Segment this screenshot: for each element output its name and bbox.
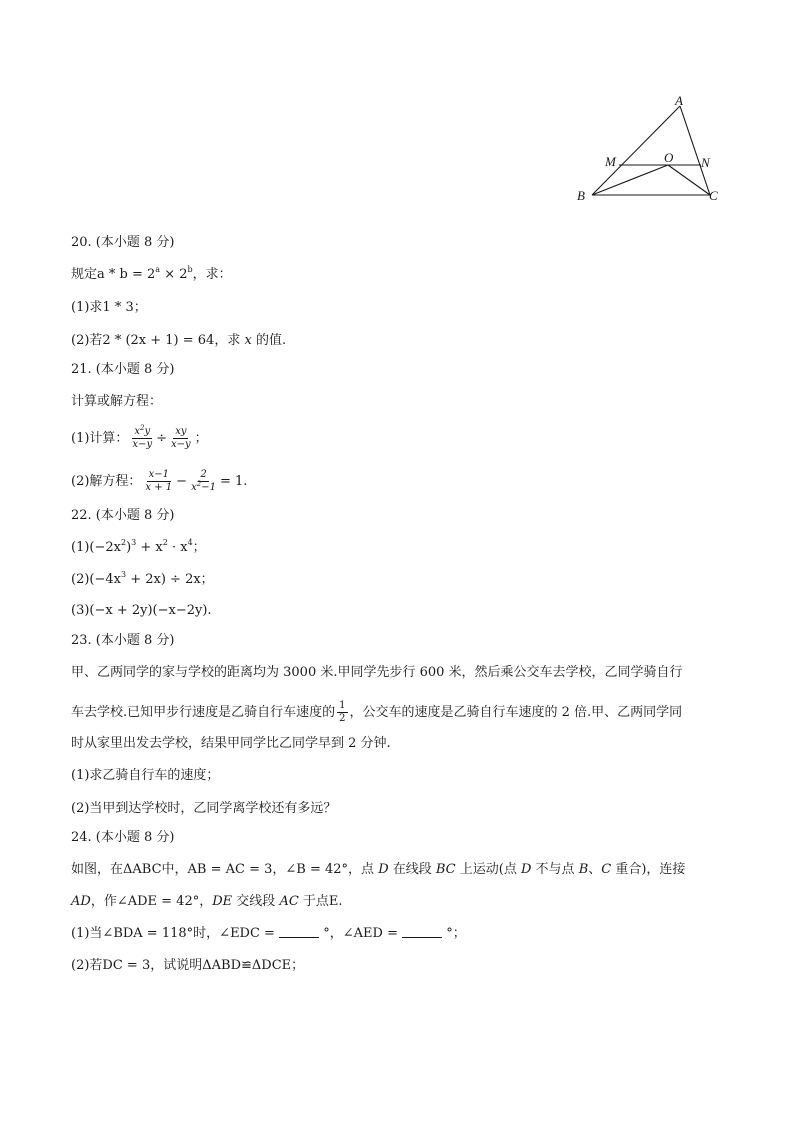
segment-BO <box>592 165 668 195</box>
q23-text-line3: 时从家里出发去学校，结果甲同学比乙同学早到 2 分钟. <box>71 736 391 751</box>
q23-part1: (1)求乙骑自行车的速度； <box>71 768 220 783</box>
q20-part2: (2)若2 * (2x + 1) = 64，求 x 的值. <box>71 333 287 348</box>
q22-header: 22. (本小题 8 分) <box>71 508 175 523</box>
q23-text-line2: 车去学校.已知甲步行速度是乙骑自行车速度的 $\frac{1}{2}$ ，公交车的速度是乙骑自行车速度的 2 倍.甲、乙两同学同 <box>71 700 683 724</box>
fraction: $\frac{1}{2}$ <box>339 700 346 724</box>
q24-part2: (2)若DC = 3，试说明ΔABD≌ΔDCE； <box>71 958 305 973</box>
q21-part2: (2)解方程： $\frac{x-1}{x + 1}$ − $\frac{2}{x^2-1}$ = 1. <box>71 469 248 493</box>
q21-header: 21. (本小题 8 分) <box>71 362 175 377</box>
fraction: $\frac{x^2y}{x-y}$ <box>132 424 153 450</box>
q22-part3: (3)(−x + 2y)(−x−2y). <box>71 603 212 618</box>
label-M: M <box>605 154 616 169</box>
label-A: A <box>675 93 683 108</box>
q23-text-line1: 甲、乙两同学的家与学校的距离均为 3000 米.甲同学先步行 600 米，然后乘公交车去学校，乙同学骑自行 <box>71 665 683 680</box>
q22-part2: $(2)(-4x^3 + 2x) \div 2x$； <box>71 570 214 587</box>
answer-blank-edc[interactable] <box>279 925 319 938</box>
fraction: $\frac{x-1}{x + 1}$ <box>145 469 173 493</box>
q21-intro: 计算或解方程： <box>71 394 163 409</box>
answer-blank-aed[interactable] <box>402 925 442 938</box>
q20-part1: (1)求1 * 3； <box>71 300 147 315</box>
q21-part1: (1)计算： $\frac{x^2y}{x-y}$ ÷ $\frac{xy}{x-y}$ ； <box>71 424 208 450</box>
q20-definition: 规定$a * b = 2^a \times 2^b$，求： <box>71 265 232 282</box>
label-O: O <box>664 150 674 165</box>
triangle-figure <box>570 92 730 212</box>
q24-header: 24. (本小题 8 分) <box>71 830 175 845</box>
label-B: B <box>577 188 585 203</box>
q23-header: 23. (本小题 8 分) <box>71 633 175 648</box>
q24-part1: (1)当∠BDA = 118°时，∠EDC = °，∠AED = °； <box>71 926 466 941</box>
fraction: $\frac{xy}{x-y}$ <box>171 426 191 450</box>
q24-text-line1: 如图，在ΔABC中，AB = AC = 3，∠B = 42°，点 D 在线段 BC 上运动(点 D 不与点 B、C 重合)，连接 <box>71 862 686 877</box>
fraction: $\frac{2}{x^2-1}$ <box>191 469 216 493</box>
q24-text-line2: AD，作∠ADE = 42°，DE 交线段 AC 于点E. <box>71 894 343 909</box>
q22-part1: $(1)(-2x^2)^3 + x^2 \cdot x^4$； <box>71 538 206 555</box>
label-C: C <box>709 188 718 203</box>
q20-header: 20. (本小题 8 分) <box>71 235 175 250</box>
label-N: N <box>701 155 710 170</box>
q23-part2: (2)当甲到达学校时，乙同学离学校还有多远？ <box>71 801 337 816</box>
segment-AC <box>680 106 710 195</box>
